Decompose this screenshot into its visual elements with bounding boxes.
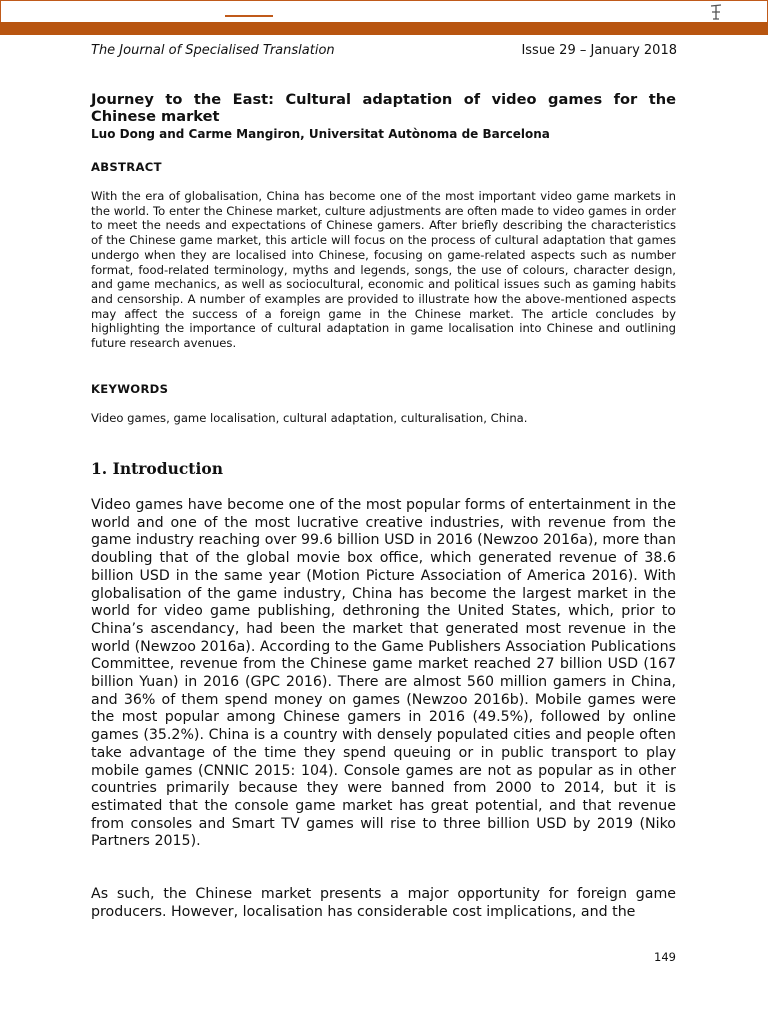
- keywords-text: Video games, game localisation, cultural adaptation, culturalisation, China.: [91, 411, 528, 425]
- top-banner: [0, 0, 768, 22]
- abstract-heading: ABSTRACT: [91, 160, 162, 174]
- header-band: [0, 22, 768, 35]
- page-number: 149: [654, 950, 676, 964]
- article-authors: Luo Dong and Carme Mangiron, Universitat Autònoma de Barcelona: [91, 127, 550, 141]
- banner-accent-line: [225, 15, 273, 17]
- article-title: Journey to the East: Cultural adaptation of video games for the Chinese market: [91, 91, 676, 125]
- journal-name: The Journal of Specialised Translation: [91, 43, 335, 58]
- body-paragraph: As such, the Chinese market presents a major opportunity for foreign game producers. However, localisation has considerable cost implications, and the: [91, 886, 676, 920]
- body-paragraph: Video games have become one of the most popular forms of entertainment in the world and one of the most lucrative creative industries, with revenue from the game industry reaching over 99.6 billion USD in 2016 (Newzoo 2016a), more than doubling that of the global movie box office, which generated revenue of 38.6 billion USD in the same year (Motion Picture Association of America 2016). With globalisation of the game industry, China has become the largest market in the world for video game publishing, dethroning the United States, which, prior to China’s ascendancy, had been the market that generated most revenue in the world (Newzoo 2016a). According to the Game Publishers Association Publications Committee, revenue from the Chinese game market reached 27 billion USD (167 billion Yuan) in 2016 (GPC 2016). There are almost 560 million gamers in China, and 36% of them spend money on games (Newzoo 2016b). Mobile games were the most popular among Chinese gamers in 2016 (49.5%), followed by online games (35.2%). China is a country with densely populated cities and people often take advantage of the time they spend queuing or in public transport to play mobile games (CNNIC 2015: 104). Console games are not as popular as in other countries primarily because they were banned from 2000 to 2014, but it is estimated that the console game market has great potential, and that revenue from consoles and Smart TV games will rise to three billion USD by 2019 (Niko Partners 2015).: [91, 497, 676, 850]
- issue-label: Issue 29 – January 2018: [521, 43, 677, 58]
- keywords-heading: KEYWORDS: [91, 382, 169, 396]
- journal-logo-icon: [708, 3, 724, 21]
- abstract-text: With the era of globalisation, China has become one of the most important video game markets in the world. To enter the Chinese market, culture adjustments are often made to video games in order to meet the needs and expectations of Chinese gamers. After briefly describing the characteristics of the Chinese game market, this article will focus on the process of cultural adaptation that games undergo when they are localised into Chinese, focusing on game-related aspects such as number format, food-related terminology, myths and legends, songs, the use of colours, character design, and game mechanics, as well as sociocultural, economic and political issues such as gaming habits and censorship. A number of examples are provided to illustrate how the above-mentioned aspects may affect the success of a foreign game in the Chinese market. The article concludes by highlighting the importance of cultural adaptation in game localisation into Chinese and outlining future research avenues.: [91, 189, 676, 351]
- section-heading-introduction: 1. Introduction: [91, 459, 223, 478]
